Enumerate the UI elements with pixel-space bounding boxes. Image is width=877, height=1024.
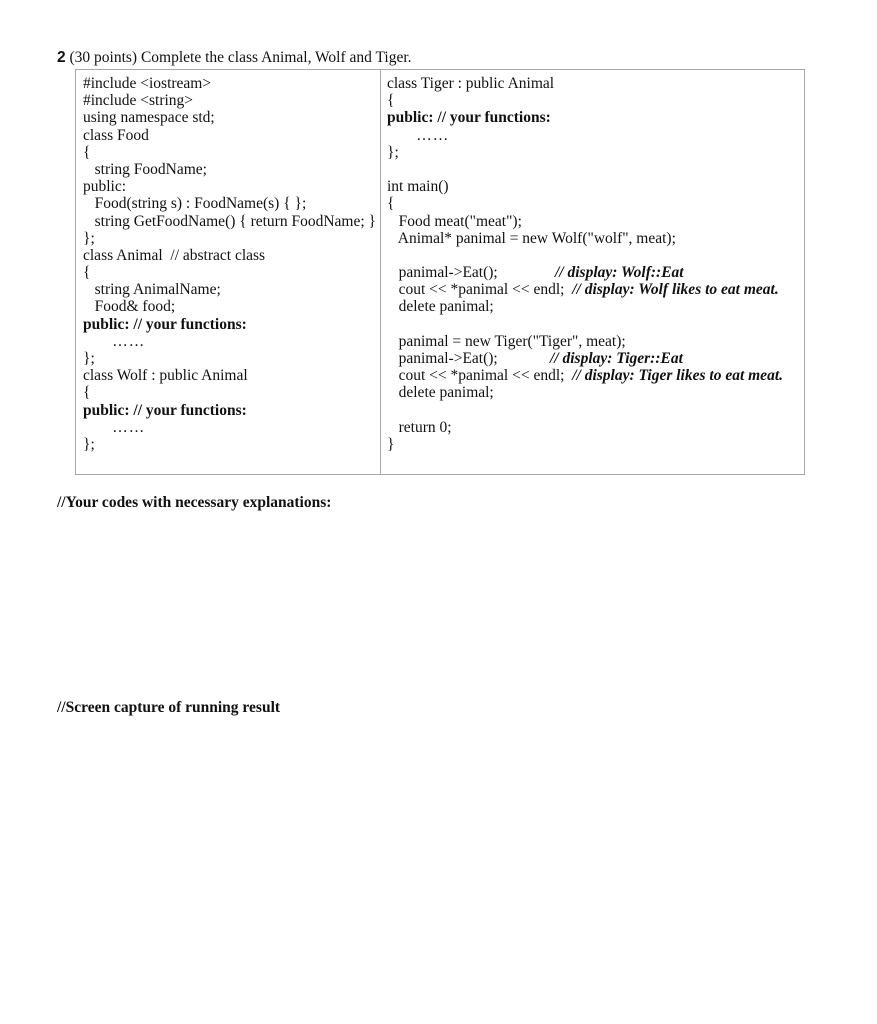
code-line: [83, 419, 379, 436]
code-text: {: [387, 195, 395, 213]
code-answer-area[interactable]: [57, 520, 817, 690]
code-text: };: [83, 229, 95, 247]
code-line: [387, 419, 805, 436]
code-line: [83, 127, 379, 144]
code-column-right: [387, 75, 805, 453]
code-line: [387, 92, 805, 109]
code-text: cout << *panimal << endl;: [387, 281, 573, 299]
code-text: panimal->Eat();: [387, 350, 498, 367]
code-text: return 0;: [387, 418, 452, 436]
code-text: public: // your functions:: [83, 401, 247, 419]
screen-capture-area[interactable]: [57, 725, 817, 1005]
code-line: [83, 384, 379, 401]
code-line: [83, 436, 379, 453]
code-line: [387, 350, 805, 367]
code-text: panimal->Eat();: [387, 264, 498, 282]
code-line: [83, 92, 379, 109]
code-comment: // display: Wolf::Eat: [555, 264, 684, 282]
code-line: [387, 384, 805, 401]
code-text: Food(string s) : FoodName(s) { };: [83, 195, 307, 213]
code-line: [83, 402, 379, 419]
code-line: [387, 75, 805, 92]
code-text: };: [387, 143, 399, 161]
code-text: class Wolf : public Animal: [83, 367, 248, 385]
code-line: [387, 333, 805, 350]
question-number: 2: [57, 49, 66, 66]
question-text: (30 points) Complete the class Animal, Wolf and Tiger.: [65, 49, 412, 66]
code-line: [387, 247, 805, 264]
code-line: [387, 178, 805, 195]
code-line: [387, 298, 805, 315]
code-line: [387, 281, 805, 298]
screen-capture-label: //Screen capture of running result: [57, 699, 281, 716]
code-text: {: [387, 92, 395, 110]
code-text: {: [83, 384, 91, 402]
code-text: ……: [387, 126, 450, 144]
code-line: [387, 144, 805, 161]
code-line: [387, 161, 805, 178]
code-table: [75, 69, 805, 475]
code-line: [83, 195, 379, 212]
code-line: [83, 230, 379, 247]
code-line: [387, 127, 805, 144]
code-text: };: [83, 350, 95, 367]
code-text: {: [83, 264, 91, 282]
code-line: [387, 195, 805, 212]
code-comment: // display: Wolf likes to eat meat.: [572, 281, 779, 299]
code-line: [83, 161, 379, 178]
code-line: [387, 316, 805, 333]
code-line: [83, 350, 379, 367]
code-text: string FoodName;: [83, 160, 207, 178]
code-text: };: [83, 435, 95, 453]
code-line: [83, 109, 379, 126]
code-text: Food& food;: [83, 298, 176, 316]
code-text: string AnimalName;: [83, 281, 221, 299]
your-codes-label: //Your codes with necessary explanations:: [57, 494, 332, 511]
code-line: [387, 109, 805, 126]
code-text: class Food: [83, 126, 149, 144]
code-column-left: [83, 75, 379, 453]
code-line: [83, 333, 379, 350]
code-text: int main(): [387, 178, 449, 196]
code-text: public:: [83, 178, 127, 196]
code-line: [83, 316, 379, 333]
code-text: {: [83, 143, 91, 161]
code-text: Animal* panimal = new Wolf("wolf", meat);: [387, 229, 676, 247]
code-text: class Animal // abstract class: [83, 246, 266, 264]
code-text: public: // your functions:: [83, 315, 247, 333]
code-line: [83, 298, 379, 315]
column-divider: [380, 70, 381, 474]
code-text: Food meat("meat");: [387, 212, 522, 230]
code-line: [387, 367, 805, 384]
code-line: [387, 230, 805, 247]
code-line: [387, 402, 805, 419]
code-comment: // display: Tiger likes to eat meat.: [572, 367, 783, 385]
code-text: class Tiger : public Animal: [387, 75, 555, 92]
code-line: [387, 213, 805, 230]
code-comment: // display: Tiger::Eat: [550, 350, 683, 367]
code-text: delete panimal;: [387, 298, 494, 316]
code-text: panimal = new Tiger("Tiger", meat);: [387, 332, 626, 350]
code-line: [83, 75, 379, 92]
code-line: [83, 264, 379, 281]
code-text: delete panimal;: [387, 384, 494, 402]
code-line: [387, 436, 805, 453]
code-text: #include <string>: [83, 92, 194, 110]
code-text: #include <iostream>: [83, 75, 212, 92]
code-text: using namespace std;: [83, 109, 215, 127]
code-text: ……: [83, 418, 146, 436]
code-text: ……: [83, 332, 146, 350]
code-line: [83, 281, 379, 298]
code-text: public: // your functions:: [387, 109, 551, 127]
code-line: [83, 247, 379, 264]
code-text: string GetFoodName() { return FoodName; }: [83, 212, 376, 230]
code-line: [83, 178, 379, 195]
code-line: [83, 213, 379, 230]
code-line: [387, 264, 805, 281]
code-line: [83, 367, 379, 384]
question-title: [57, 48, 412, 68]
code-text: }: [387, 435, 395, 453]
code-text: cout << *panimal << endl;: [387, 367, 573, 385]
code-line: [83, 144, 379, 161]
